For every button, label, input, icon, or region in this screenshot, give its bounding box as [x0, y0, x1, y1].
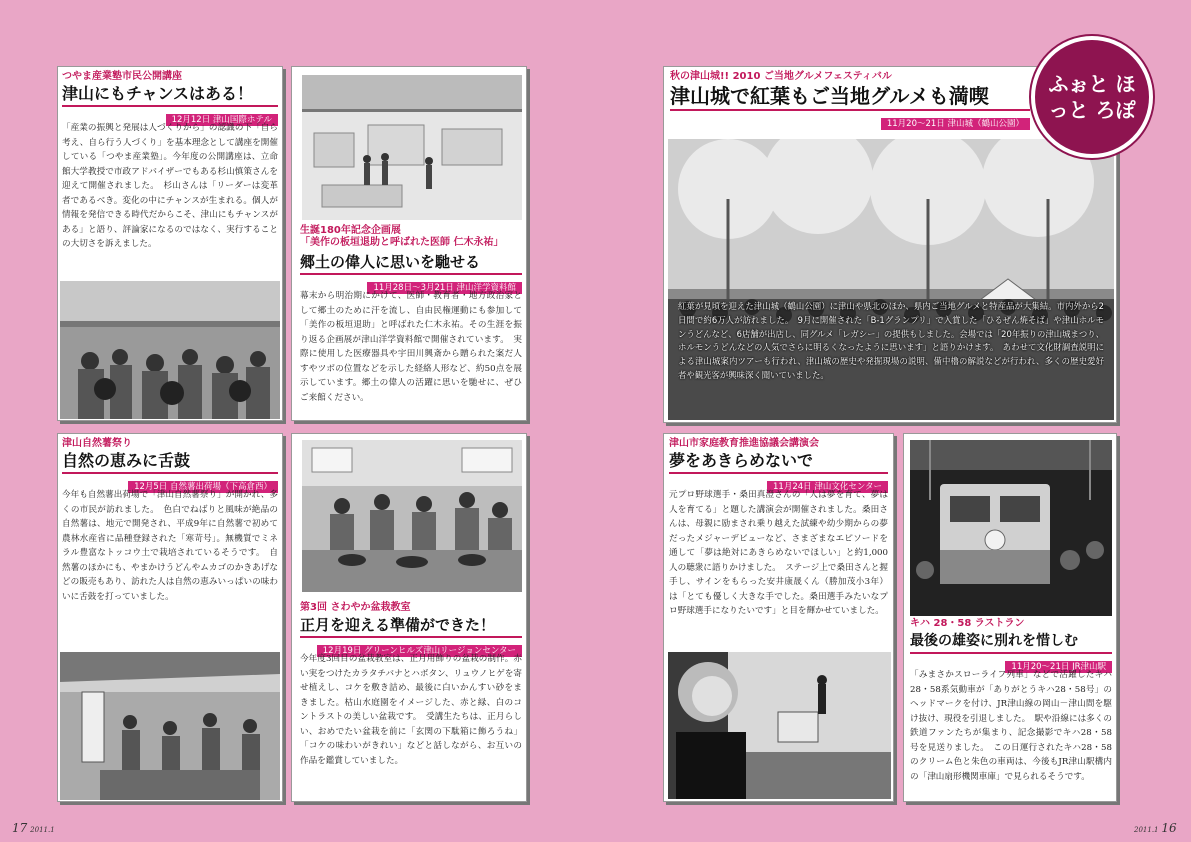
kicker-2: 「美作の板垣退助と呼ばれた医師 仁木永祐」	[300, 237, 504, 248]
article-body: 今年も自然薯出荷場で「津山自然薯祭り」が開かれ、多くの市民が訪れました。 色白でねばりと風味が絶品の自然薯は、地元で開発され、平成9年に自然薯で初めて農林水産省に品種登録された「寒苛号」。無機質でミネラル豊富なトッコウ土で栽培されているそうです。 自然薯のほかにも、やまかけうどんやムカゴのかきあげなどの販売もあり、訪れた人は自然の恵みいっぱいの味わいに舌鼓を打っていました。	[62, 490, 278, 602]
exhibition-photo	[302, 75, 522, 220]
date-band: 11月24日 津山文化センター	[669, 472, 888, 484]
article-title: 津山にもチャンスはある！	[62, 84, 254, 103]
date-band: 11月28日～3月21日 津山洋学資料館	[300, 273, 522, 285]
article-bonsai	[291, 433, 527, 802]
article-body: 幕末から明治期にかけて、医師・教育者・地方政治家として郷土のために汗を流し、自由民権運動にも参加して「美作の板垣退助」と呼ばれた仁木永祐。その生涯を振り返る企画展が津山洋学資料館で開催されています。 実際に使用した医療器具や宇田川興斎から贈られた案だ人すやツボの位置などを示した経絡人形など、約50点を展示しています。郷土の偉人の活躍に思いを馳せに、ぜひご来館ください。	[300, 291, 522, 403]
article-title: 正月を迎える準備ができた！	[300, 616, 496, 634]
date-band: 12月19日 グリーンヒルズ津山リージョンセンター	[300, 636, 522, 648]
article-yume	[663, 433, 894, 802]
date-band: 12月5日 自然薯出荷場（下高倉西）	[62, 472, 278, 484]
article-body: 今年度3回目の盆栽教室は、正月用飾りの盆栽の制作。赤い実をつけたカラタチバナとハボタン、リュウノヒゲを寄せ植えし、コケを敷き詰め、最後に白いかんすい砂をまきました。枯山水庭園をイメージした、赤と緑、白のコントラストの美しい盆栽です。 受講生たちは、正月らしい、おめでたい盆栽を前に「玄関の下駄箱に飾ろうね」「コケの味わいがきれい」などと話しながら、お互いの作品を鑑賞していました。	[300, 654, 522, 766]
photo-caption: 紅葉が見頃を迎えた津山城（鶴山公園）に津山や県北のほか、県内ご当地グルメと特産品が大集結。市内外から2日間で約6万人が訪れました。 9月に開催された「B-1グランプリ」で入賞した「ひるぜん焼そば」や津山ホルモンうどんなど、6店舗が出店し、同グルメ「レガシー」の提供もしました。会場では「20年振りの津山城まつり、ホルモンうどんなどの人気でさらに明るくなったように思います」と語りかけます。 あわせて文化財調査説明による津山城案内ツアーも行われ、津山城の歴史や発掘現場の説明、備中櫓の解説などが行われ、多くの歴史愛好者や観光客が興味深く聞いていました。	[678, 301, 1104, 380]
lecture-photo	[60, 281, 280, 419]
festival-photo	[60, 652, 280, 800]
article-title: 郷土の偉人に思いを馳せる	[300, 253, 481, 271]
bonsai-class-photo	[302, 440, 522, 592]
date-band: 11月20～21日 JR津山駅	[910, 652, 1112, 664]
kicker: 生誕180年記念企画展	[300, 225, 401, 236]
article-tsuyama-juku	[57, 66, 283, 421]
article-body: 「みまさかスローライフ列車」などで活躍したキハ28・58系気動車が「ありがとうキハ28・58号」のヘッドマークを付け、JR津山線の岡山－津山間を駆け抜け、現役を引退しました。 駅や沿線には多くの鉄道ファンたちが集まり、記念撮影でキハ28・58号を見送りました。 この日運行されたキハ28・58のクリーム色と朱色の車両は、今後もJR津山駅構内の「津山扇形機関車庫」で見られるそうです。	[910, 670, 1112, 782]
article-title: 津山城で紅葉もご当地グルメも満喫	[670, 84, 989, 108]
kicker: 第3回 さわやか盆栽教室	[300, 602, 411, 613]
kicker: 津山自然薯祭り	[62, 438, 132, 449]
article-body: 「産業の振興と発展は人づくりから」の認識の下「自ら考え、自ら行う人づくり」を基本理念として講座を開催している「つやま産業塾」。今年度の公開講座は、立命館大学教授で市政アドバイザーでもある杉山慎策さんを迎えて開催されました。 杉山さんは「リーダーは変革者であるべき。変化の中にチャンスが生まれる。個人が情報を発信できる時代だからこそ、津山にもチャンスがある」と語り、評論家になるのではなく、実行することの大切さを訴えました。	[62, 123, 278, 249]
logo-text: ふぉと ほっと ろぽ	[1048, 72, 1136, 122]
article-title: 自然の恵みに舌鼓	[62, 451, 191, 470]
date-band: 11月20～21日 津山城（鶴山公園）	[670, 109, 1030, 121]
page-number-left: 17 2011.1	[12, 821, 55, 835]
kicker: つやま産業塾市民公開講座	[62, 71, 182, 82]
train-photo	[910, 440, 1112, 616]
article-kiha	[903, 433, 1117, 802]
page-number-right: 2011.1 16	[1134, 821, 1177, 835]
article-yogaku	[291, 66, 527, 421]
date-band: 12月12日 津山国際ホテル	[62, 105, 278, 117]
article-body: 元プロ野球選手・桑田真澄さんの「人は夢を育て、夢は人を育てる」と題した講演会が開催されました。桑田さんは、母親に励まされ乗り越えた試練や幼少期からの夢だったメジャーデビューなど、さまざまなエピソードを通して「夢は絶対にあきらめないでほしい」と約1,000人の聴衆に語りかけました。 ステージ上で桑田さんと握手し、サインをもらった安井康晟くん（勝加茂小3年）は「とても優しく大きな手でした。桑田選手みたいなプロ野球選手になりたいです」と目を輝かせていました。	[669, 490, 888, 616]
article-title: 最後の雄姿に別れを惜しむ	[910, 633, 1078, 649]
article-shizen	[57, 433, 283, 802]
kicker: キハ 28・58 ラストラン	[910, 618, 1025, 629]
kicker: 津山市家庭教育推進協議会講演会	[669, 438, 819, 449]
photo-hot-repo-logo	[1031, 36, 1153, 158]
lecture-stage-photo	[668, 652, 891, 799]
article-title: 夢をあきらめないで	[669, 451, 814, 470]
kicker: 秋の津山城!! 2010 ご当地グルメフェスティバル	[670, 71, 892, 82]
